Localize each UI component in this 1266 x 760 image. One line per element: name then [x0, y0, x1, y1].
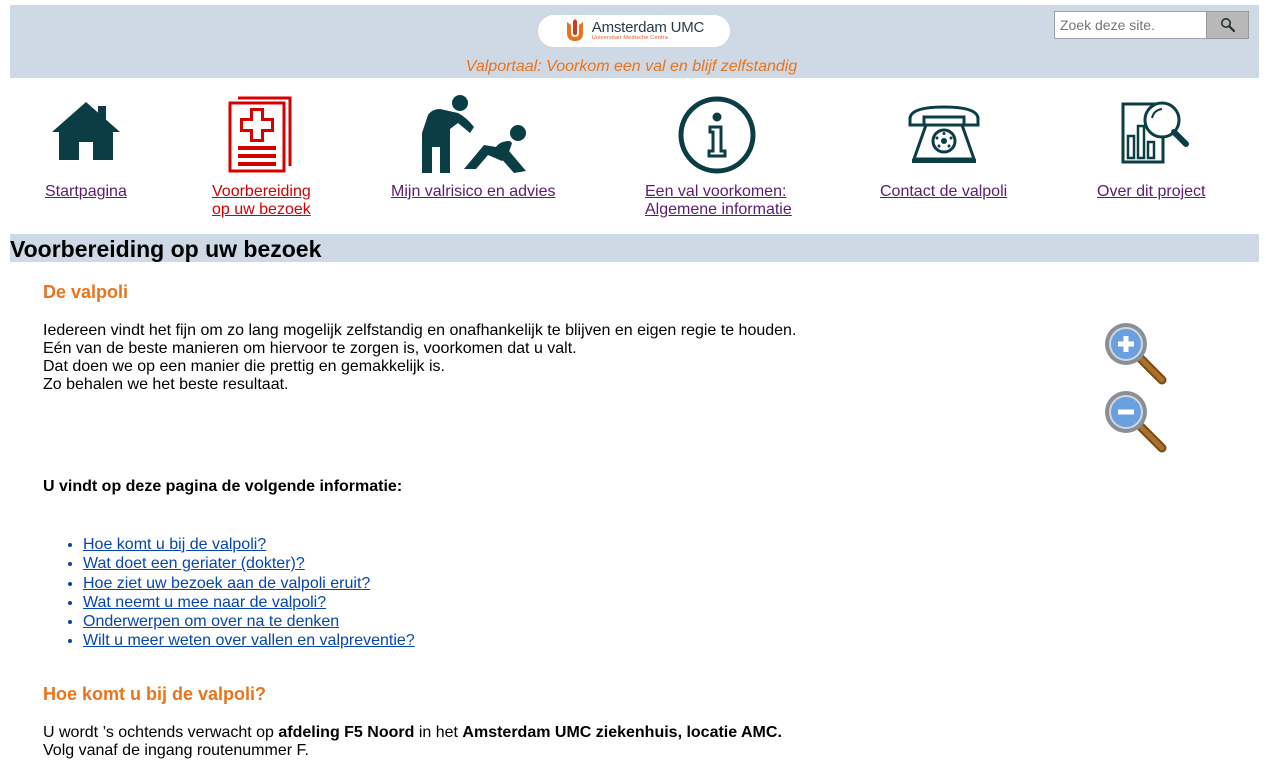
directions-text: in het: [414, 724, 463, 741]
nav-over-dit-project[interactable]: Over dit project: [1097, 183, 1206, 200]
nav-contact-valpoli[interactable]: Contact de valpoli: [880, 183, 1008, 200]
directions-route: Volg vanaf de ingang routenummer F.: [43, 742, 309, 759]
search-input[interactable]: [1054, 11, 1207, 39]
magnifier-icon: [1220, 17, 1236, 33]
list-item: [83, 535, 415, 554]
nav-een-val-line2: Algemene informatie: [645, 201, 792, 218]
nav-voorbereiding[interactable]: [212, 183, 311, 219]
intro-paragraph: [43, 322, 796, 394]
table-of-contents: [66, 535, 415, 651]
intro-line: Iedereen vindt het fijn om zo lang mogelijk zelfstandig en onafhankelijk te blijven en eigen regie te houden.: [43, 322, 797, 339]
intro-line: Eén van de beste manieren om hiervoor te zorgen is, voorkomen dat u valt.: [43, 340, 577, 357]
intro-line: Zo behalen we het beste resultaat.: [43, 376, 289, 393]
toc-link[interactable]: Onderwerpen om over na te denken: [83, 613, 340, 631]
intro-line: Dat doen we op een manier die prettig en gemakkelijk is.: [43, 358, 445, 375]
logo-subtitle: Universitair Medische Centra: [591, 35, 668, 42]
page-title: Voorbereiding op uw bezoek: [10, 236, 322, 262]
toc-link[interactable]: Wat doet een geriater (dokter)?: [83, 555, 305, 573]
info-icon[interactable]: [677, 95, 757, 175]
toc-intro: U vindt op deze pagina de volgende informatie:: [43, 478, 403, 495]
list-item: [83, 612, 415, 631]
nav-mijn-valrisico[interactable]: Mijn valrisico en advies: [391, 183, 556, 200]
medical-document-icon[interactable]: [226, 96, 296, 174]
nav-een-val-line1: Een val voorkomen:: [645, 183, 787, 200]
directions-text: U wordt ’s ochtends verwacht op: [43, 724, 279, 741]
toc-link[interactable]: Hoe ziet uw bezoek aan de valpoli eruit?: [83, 574, 371, 592]
search-button[interactable]: [1206, 11, 1249, 39]
section-title-bar: [10, 234, 1259, 262]
list-item: [83, 631, 415, 650]
nav-startpagina[interactable]: Startpagina: [45, 183, 127, 200]
list-item: [83, 574, 415, 593]
nav-voorbereiding-line2: op uw bezoek: [212, 201, 311, 218]
toc-link[interactable]: Wat neemt u mee naar de valpoli?: [83, 593, 327, 611]
list-item: [83, 554, 415, 573]
umc-logo-icon: [564, 19, 586, 43]
fall-help-icon[interactable]: [418, 93, 530, 175]
toc-link[interactable]: Wilt u meer weten over vallen en valpreventie?: [83, 632, 415, 650]
report-search-icon[interactable]: [1120, 96, 1192, 166]
telephone-icon[interactable]: [906, 103, 982, 165]
zoom-out-icon[interactable]: [1102, 388, 1168, 454]
zoom-in-icon[interactable]: [1102, 320, 1168, 386]
home-icon[interactable]: [50, 100, 122, 162]
directions-location: Amsterdam UMC ziekenhuis, locatie AMC.: [462, 724, 782, 741]
directions-paragraph: [43, 724, 782, 760]
heading-de-valpoli: De valpoli: [43, 282, 129, 302]
nav-een-val-voorkomen[interactable]: [645, 183, 792, 219]
heading-hoe-komt-u: Hoe komt u bij de valpoli?: [43, 684, 267, 704]
nav-voorbereiding-line1: Voorbereiding: [212, 183, 311, 200]
site-tagline: Valportaal: Voorkom een val en blijf zelfstandig: [465, 58, 798, 75]
amsterdam-umc-logo[interactable]: [538, 15, 730, 47]
directions-department: afdeling F5 Noord: [278, 724, 415, 741]
toc-link[interactable]: Hoe komt u bij de valpoli?: [83, 536, 267, 553]
list-item: [83, 593, 415, 612]
logo-name: Amsterdam UMC: [591, 19, 705, 37]
